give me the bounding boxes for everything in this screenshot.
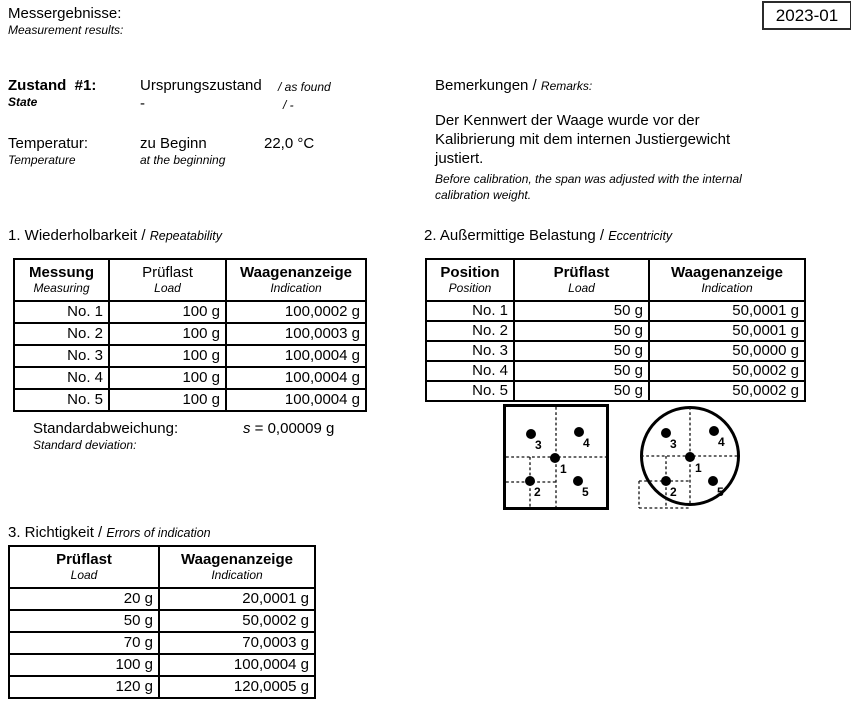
stddev-label-translation: Standard deviation: [33,438,137,452]
cell-load: 120 g [9,676,159,698]
remarks-text [435,111,765,168]
stddev-value [243,420,334,438]
cell-indication: 100,0004 g [159,654,315,676]
cell-indication: 100,0004 g [226,345,366,367]
eccentricity-heading [424,227,672,244]
cell-indication: 100,0003 g [226,323,366,345]
cell-position-no: No. 2 [426,321,514,341]
cell-indication: 70,0003 g [159,632,315,654]
cell-measuring-no: No. 2 [14,323,109,345]
column-header-en: Indication [270,281,322,295]
remarks-text-line: Kalibrierung mit dem internen Justiergewicht [435,131,731,148]
cell-position-no: No. 1 [426,301,514,321]
cell-load: 100 g [109,301,226,323]
column-header-en: Load [568,281,595,295]
temperature-phase: zu Beginn [140,135,207,152]
column-header-en: Indication [211,568,263,582]
page-header [8,5,123,38]
errors-heading [8,524,211,541]
stddev-symbol: s [243,420,251,437]
state-value-line2: - [140,95,145,112]
doc-code-box [762,1,851,30]
table-row [14,367,366,389]
table-row [14,323,366,345]
state-label: Zustand #1: [8,77,97,94]
column-header [14,259,109,301]
eccentricity-table [425,258,806,402]
cell-load: 50 g [9,610,159,632]
column-header-en: Measuring [33,281,90,295]
position-label: 3 [670,437,677,451]
table-header-row [426,259,805,301]
eccentricity-square-diagram [503,404,609,510]
repeatability-heading-en: Repeatability [149,229,223,243]
cell-indication: 100,0004 g [226,367,366,389]
table-header-row [9,546,315,588]
cell-indication: 50,0001 g [649,321,805,341]
remarks-label: Bemerkungen / [435,77,541,94]
cell-load: 50 g [514,321,649,341]
position-label: 1 [560,462,567,476]
repeatability-table [13,258,367,412]
position-label: 4 [718,435,725,449]
state-value-line2-translation: / - [283,98,294,112]
cell-measuring-no: No. 3 [14,345,109,367]
column-header [159,546,315,588]
position-label: 2 [670,485,677,499]
cell-measuring-no: No. 1 [14,301,109,323]
table-row [426,381,805,401]
column-header-de: Prüflast [56,551,112,568]
temperature-label-translation: Temperature [8,153,76,167]
column-header-de: Waagenanzeige [671,264,783,281]
table-row [9,588,315,610]
cell-position-no: No. 5 [426,381,514,401]
cell-indication: 120,0005 g [159,676,315,698]
stddev-label: Standardabweichung: [33,420,179,437]
column-header-en: Load [154,281,181,295]
temperature-phase-translation: at the beginning [140,153,226,167]
column-header-de: Prüflast [142,264,193,281]
cell-measuring-no: No. 5 [14,389,109,411]
position-label: 1 [695,461,702,475]
table-row [426,301,805,321]
position-label: 3 [535,438,542,452]
column-header-de: Messung [28,264,94,281]
cell-position-no: No. 3 [426,341,514,361]
column-header-de: Waagenanzeige [240,264,352,281]
cell-indication: 100,0004 g [226,389,366,411]
doc-code: 2023-01 [775,5,839,25]
cell-indication: 100,0002 g [226,301,366,323]
column-header [226,259,366,301]
position-label: 5 [717,485,724,499]
table-row [9,610,315,632]
cell-load: 100 g [109,389,226,411]
column-header-de: Waagenanzeige [181,551,293,568]
column-header [649,259,805,301]
eccentricity-circle-diagram [636,402,746,512]
remarks-text-line: justiert. [435,150,484,167]
position-dot [685,452,695,462]
cell-load: 50 g [514,361,649,381]
page-title: Messergebnisse: [8,5,122,22]
table-header-row [14,259,366,301]
remarks-text-translation-line: calibration weight. [435,188,532,202]
position-dot [550,453,560,463]
table-row [9,676,315,698]
column-header-de: Prüflast [553,264,610,281]
table-row [14,389,366,411]
cell-load: 100 g [109,345,226,367]
errors-table [8,545,316,699]
cell-indication: 50,0002 g [649,381,805,401]
column-header [9,546,159,588]
cell-indication: 50,0001 g [649,301,805,321]
position-label: 5 [582,485,589,499]
cell-position-no: No. 4 [426,361,514,381]
table-row [9,654,315,676]
remarks-heading [435,77,592,95]
state-value-translation: / as found [278,80,331,94]
cell-load: 20 g [9,588,159,610]
table-row [426,341,805,361]
table-row [9,632,315,654]
cell-indication: 50,0000 g [649,341,805,361]
cell-load: 50 g [514,381,649,401]
column-header [109,259,226,301]
table-row [426,361,805,381]
position-label: 4 [583,436,590,450]
remarks-label-translation: Remarks: [540,79,593,93]
cell-load: 100 g [9,654,159,676]
column-header-en: Load [70,568,98,582]
cell-load: 50 g [514,341,649,361]
column-header-de: Position [440,264,500,281]
position-label: 2 [534,485,541,499]
stddev-number: = 0,00009 g [250,420,335,437]
errors-heading-en: Errors of indication [106,526,211,540]
cell-indication: 50,0002 g [159,610,315,632]
column-header [514,259,649,301]
page-title-translation: Measurement results: [8,23,124,37]
cell-load: 50 g [514,301,649,321]
cell-load: 70 g [9,632,159,654]
repeatability-heading [8,227,222,244]
cell-indication: 50,0002 g [649,361,805,381]
column-header [426,259,514,301]
table-row [426,321,805,341]
state-label-translation: State [8,95,38,109]
eccentricity-heading-en: Eccentricity [608,229,673,243]
cell-measuring-no: No. 4 [14,367,109,389]
repeatability-heading-de: 1. Wiederholbarkeit / [8,227,146,244]
errors-heading-de: 3. Richtigkeit / [8,524,103,541]
cell-indication: 20,0001 g [159,588,315,610]
table-row [14,301,366,323]
eccentricity-heading-de: 2. Außermittige Belastung / [424,227,605,244]
table-row [14,345,366,367]
remarks-text-line: Der Kennwert der Waage wurde vor der [435,112,700,129]
remarks-text-translation [435,171,795,203]
state-value: Ursprungszustand [140,77,262,94]
temperature-value: 22,0 °C [264,135,315,152]
temperature-label: Temperatur: [8,135,89,152]
cell-load: 100 g [109,323,226,345]
remarks-text-translation-line: Before calibration, the span was adjusted with the internal [435,172,742,186]
column-header-en: Position [448,281,492,295]
cell-load: 100 g [109,367,226,389]
column-header-en: Indication [701,281,753,295]
